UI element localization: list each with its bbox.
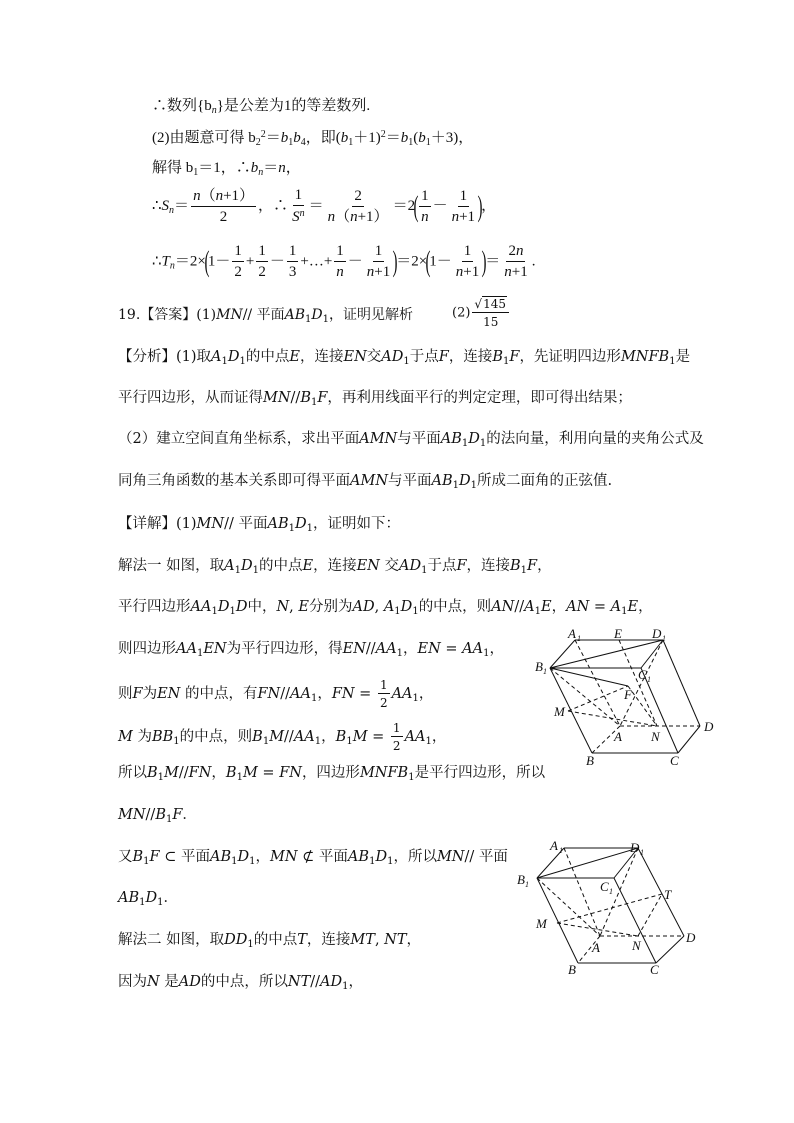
svg-text:1: 1 xyxy=(543,667,547,676)
line-tn-formula: $\therefore T_n=2\times(1-$ $\frac{1}{2}$ + $\frac{1}{2}$ － $\frac{1}{3}$ +…+ $\frac{1}{n}$ － $\frac{1}{n+1}$ )＝2×(1－ $\frac{1}{n+1}$ )＝ $\frac{2n}{n+1}$ . xyxy=(152,243,536,280)
analysis-line-2: 平行四边形，从而证得$MN//B_1F$，再利用线面平行的判定定理，即可得出结果； xyxy=(118,390,632,408)
svg-text:C: C xyxy=(638,667,647,682)
svg-text:D: D xyxy=(630,840,640,855)
method2-line-2: 因为N 是AD的中点，所以$NT//AD_1$， xyxy=(118,974,364,992)
svg-text:1: 1 xyxy=(559,846,563,855)
svg-text:A: A xyxy=(592,940,600,955)
detail-line-1: 【详解】(1)MN// 平面$AB_1D_1$，证明如下： xyxy=(118,516,401,534)
svg-text:1: 1 xyxy=(609,887,613,896)
parallelepiped-figure-1 xyxy=(530,628,720,768)
method1-line-2: 平行四边形$AA_1D_1D$中，N, E分别为AD, $A_1D_1$的中点，则$AN//A_1E$，AN = $A_1E$， xyxy=(118,599,653,617)
svg-text:C: C xyxy=(600,879,609,894)
analysis-line-1: 【分析】(1)取$A_1D_1$的中点E，连接EN交$AD_1$于点F，连接$B_1F$，先证明四边形$MNFB_1$是 xyxy=(118,349,691,367)
svg-text:T: T xyxy=(664,887,672,902)
svg-text:1: 1 xyxy=(525,880,529,889)
method1-line-5: M 为$BB_1$的中点，则$B_1M//AA_1$，$B_1M$ = $\frac{1}{2}$ $AA_1$， xyxy=(118,721,447,753)
svg-text:M: M xyxy=(536,916,547,931)
svg-text:N: N xyxy=(651,729,660,744)
line-part2-given: (2)由题意可得 $b_2^2=b_1b_4$，即$(b_1+1)^2=b_1(b_1+3)$， xyxy=(152,129,474,148)
analysis-line-3: （2）建立空间直角坐标系，求出平面AMN与平面$AB_1D_1$的法向量，利用向量的夹角公式及 xyxy=(118,431,704,449)
answer-19-part2: (2) $\frac{√145}{15}$ xyxy=(452,298,511,328)
parallelepiped-figure-2 xyxy=(512,836,702,976)
figure-1-vertex-labels xyxy=(535,628,714,768)
method2-line-1: 解法二 如图，取$DD_1$的中点T，连接MT, NT， xyxy=(118,932,422,950)
line-conclusion-1: ∴数列$\{b_n\}$是公差为1的等差数列. xyxy=(152,98,371,116)
svg-text:F: F xyxy=(624,687,632,702)
answer-19: 19.【答案】(1)MN// 平面$AB_1D_1$，证明见解析 xyxy=(118,307,413,325)
svg-text:A: A xyxy=(568,628,576,641)
svg-text:1: 1 xyxy=(662,634,666,643)
analysis-line-4: 同角三角函数的基本关系即可得平面AMN与平面$AB_1D_1$所成二面角的正弦值. xyxy=(118,473,613,491)
svg-text:1: 1 xyxy=(640,848,644,857)
svg-text:N: N xyxy=(632,938,641,953)
svg-text:D: D xyxy=(652,628,662,641)
svg-text:1: 1 xyxy=(577,634,581,643)
method1-line-7: $MN//B_1F$． xyxy=(118,807,197,825)
method1-line-9: $AB_1D_1$． xyxy=(118,890,179,908)
svg-text:D: D xyxy=(686,930,696,945)
svg-text:A: A xyxy=(614,729,622,744)
svg-text:B: B xyxy=(517,872,525,887)
method1-line-1: 解法一 如图，取$A_1D_1$的中点E，连接EN 交$AD_1$于点F，连接$B_1F$， xyxy=(118,558,552,576)
svg-text:A: A xyxy=(550,838,558,853)
svg-text:B: B xyxy=(586,753,594,768)
svg-text:B: B xyxy=(535,659,543,674)
svg-text:1: 1 xyxy=(647,675,651,684)
method1-line-6: 所以$B_1M//FN$，$B_1M$ = FN，四边形$MNFB_1$是平行四边形，所以 xyxy=(118,765,546,783)
svg-text:B: B xyxy=(568,962,576,976)
svg-text:D: D xyxy=(704,719,714,734)
line-solve-b1: 解得 $b_1=1$，$\therefore b_n=n$， xyxy=(152,160,301,178)
method1-line-8: 又$B_1F$ ⊂ 平面$AB_1D_1$，MN ⊄ 平面$AB_1D_1$，所以MN// 平面 xyxy=(118,849,508,867)
svg-text:C: C xyxy=(650,962,659,976)
svg-text:E: E xyxy=(614,628,622,641)
method1-line-4: 则F为EN 的中点，有$FN//AA_1$，FN = $\frac{1}{2}$ $AA_1$， xyxy=(118,678,434,710)
svg-text:C: C xyxy=(670,753,679,768)
svg-text:M: M xyxy=(554,704,565,719)
method1-line-3: 则四边形$AA_1EN$为平行四边形，得$EN//AA_1$，EN = $AA_1$， xyxy=(118,641,504,659)
line-sn-formula: $\therefore S_n=$ $\frac{n(n+1)}{2}$ ，∴ $\frac{1}{S^n}$ ＝ $\frac{2}{n(n+1)}$ ＝2( $\frac{1}{n}$ － $\frac{1}{n+1}$ )， xyxy=(152,187,497,225)
